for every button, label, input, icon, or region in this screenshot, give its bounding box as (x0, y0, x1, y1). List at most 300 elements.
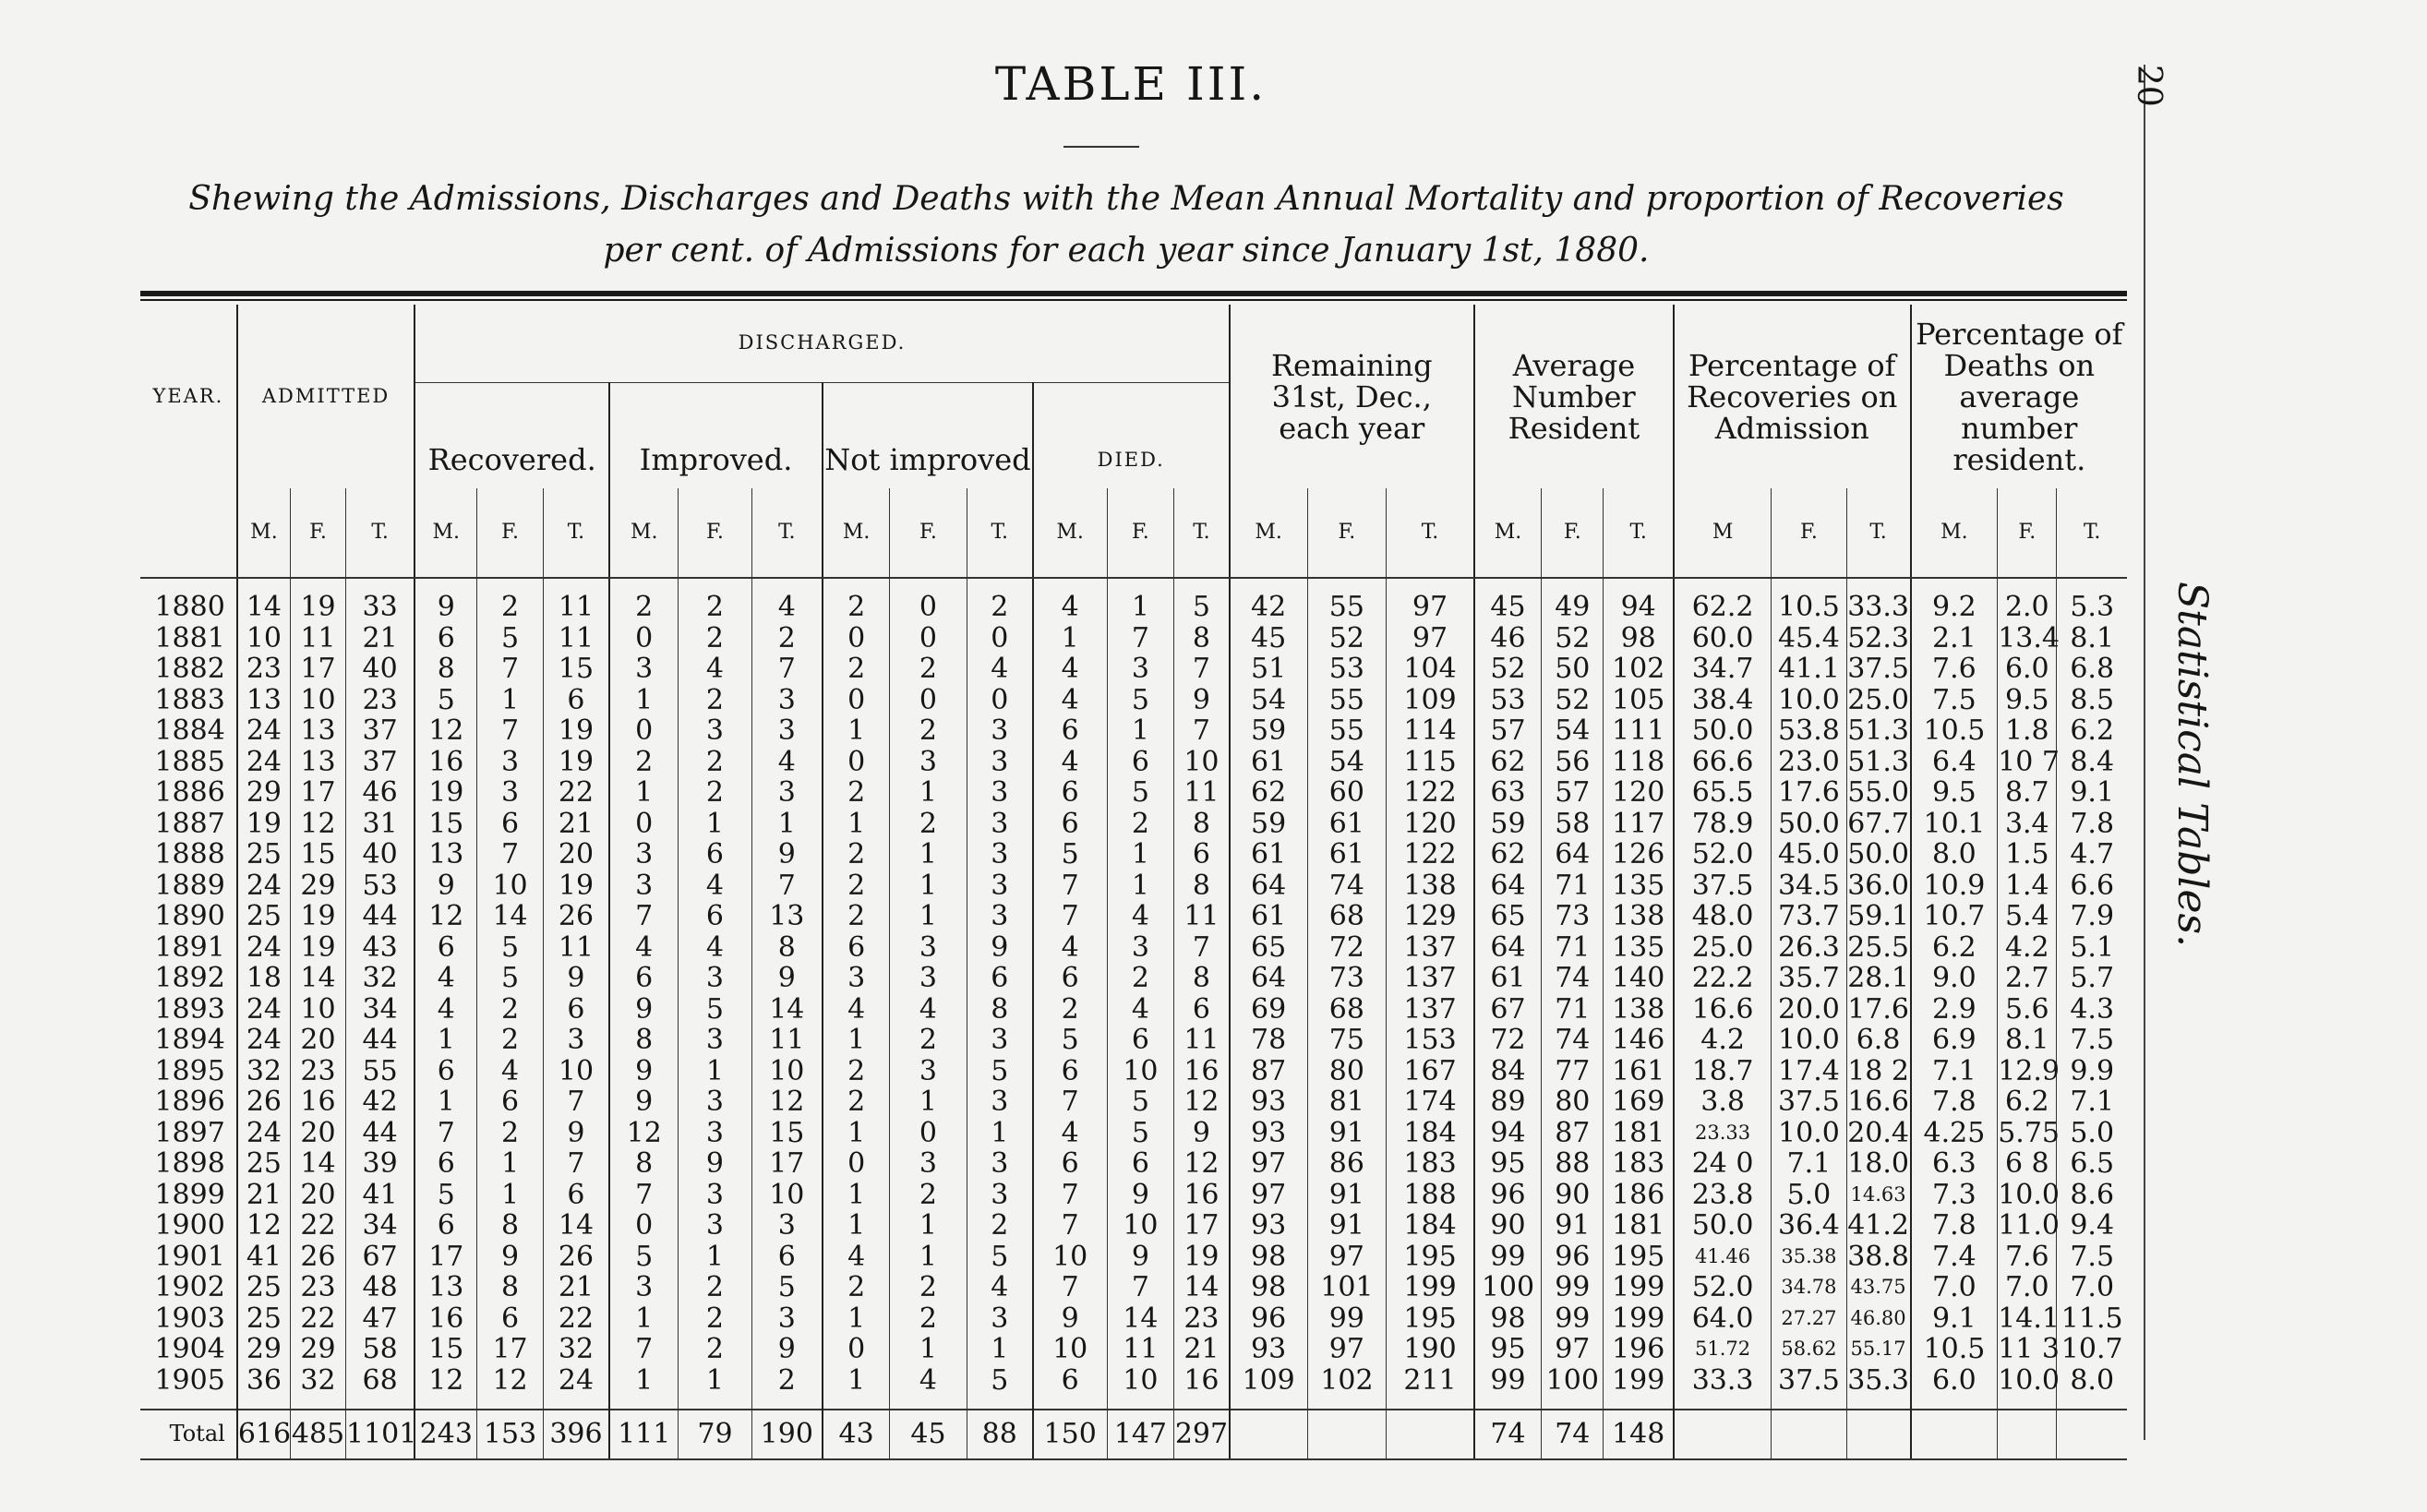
value-cell (1998, 1410, 2057, 1459)
value-cell: 12 (415, 715, 476, 747)
value-cell: 148 (1604, 1410, 1674, 1459)
value-cell: 17 (1174, 1210, 1230, 1242)
value-cell: 45.0 (1772, 839, 1846, 870)
value-cell: 7 (1033, 1180, 1107, 1211)
value-cell: 8 (1174, 809, 1230, 840)
value-cell: 6 (1107, 1025, 1174, 1056)
value-cell: 37 (345, 747, 415, 778)
subheader-f: F. (1542, 488, 1604, 578)
value-cell: 65 (1230, 932, 1307, 964)
value-cell: 34.78 (1772, 1272, 1846, 1303)
value-cell: 65.5 (1674, 777, 1772, 809)
value-cell: 10 (1107, 1365, 1174, 1410)
value-cell: 16 (415, 1303, 476, 1335)
value-cell: 7 (1033, 1272, 1107, 1303)
value-cell: 183 (1604, 1148, 1674, 1180)
value-cell: 4 (679, 654, 751, 685)
value-cell: 5.4 (1998, 901, 2057, 932)
value-cell: 51.3 (1847, 714, 1909, 747)
value-cell: 3 (679, 1086, 751, 1118)
value-cell: 89 (1474, 1086, 1542, 1118)
value-cell: 4 (751, 747, 823, 778)
value-cell: 94 (1604, 578, 1674, 623)
value-cell: 6 (1033, 777, 1107, 809)
table-row (140, 747, 2127, 778)
value-cell: 34 (345, 994, 415, 1026)
value-cell: 12 (1174, 1086, 1230, 1118)
value-cell: 13 (291, 715, 346, 747)
value-cell: 4 (679, 870, 751, 902)
header-pct-recoveries: Percentage of Recoveries on Admission (1674, 305, 1911, 488)
table-row (140, 1242, 2127, 1273)
value-cell: 117 (1604, 809, 1674, 840)
value-cell: 3 (477, 777, 544, 809)
value-cell: 3 (890, 747, 967, 778)
value-cell: 41.46 (1674, 1242, 1772, 1273)
value-cell: 2 (890, 809, 967, 840)
value-cell: 14.1 (1998, 1302, 2061, 1335)
value-cell: 1 (751, 809, 823, 840)
value-cell (2057, 1410, 2127, 1459)
value-cell: 4 (967, 1272, 1033, 1303)
value-cell: 59 (1230, 715, 1307, 747)
value-cell: 11 (1174, 777, 1230, 809)
value-cell: 98 (1230, 1242, 1307, 1273)
value-cell: 129 (1387, 901, 1474, 932)
value-cell: 74 (1307, 870, 1387, 902)
value-cell: 5 (609, 1242, 679, 1273)
value-cell: 137 (1387, 994, 1474, 1026)
value-cell: 15 (415, 809, 476, 840)
value-cell: 49 (1542, 578, 1604, 623)
value-cell: 7 (415, 1118, 476, 1149)
value-cell: 7 (1107, 623, 1174, 654)
value-cell: 12.9 (1998, 1054, 2061, 1087)
year-cell: 1901 (154, 1240, 225, 1273)
value-cell: 6.8 (1846, 1025, 1911, 1056)
value-cell: 4.25 (1911, 1118, 1998, 1149)
subheader-f: F. (679, 488, 751, 578)
year-cell: 1885 (154, 745, 225, 778)
value-cell: 9 (751, 963, 823, 994)
value-cell: 13 (415, 839, 476, 870)
value-cell: 1 (823, 1025, 890, 1056)
value-cell: 74 (1542, 963, 1604, 994)
value-cell: 137 (1387, 963, 1474, 994)
year-cell: 1904 (154, 1333, 225, 1365)
value-cell: 5 (967, 1242, 1033, 1273)
year-cell: 1905 (154, 1363, 225, 1397)
value-cell: 122 (1387, 839, 1474, 870)
value-cell: 48.0 (1674, 901, 1772, 932)
value-cell: 37.5 (1772, 1365, 1846, 1410)
value-cell: 6 (751, 1242, 823, 1273)
value-cell: 3 (477, 747, 544, 778)
value-cell: 7.9 (2057, 901, 2127, 932)
value-cell: 2.0 (1998, 578, 2057, 623)
value-cell: 52 (1307, 623, 1387, 654)
value-cell: 1 (967, 1118, 1033, 1149)
value-cell: 4 (1033, 578, 1107, 623)
value-cell: 3 (609, 839, 679, 870)
value-cell: 115 (1387, 747, 1474, 778)
table-row (140, 839, 2127, 870)
value-cell: 8 (1174, 623, 1230, 654)
value-cell: 147 (1107, 1410, 1174, 1459)
value-cell: 7 (543, 1086, 609, 1118)
value-cell: 22 (291, 1303, 346, 1335)
value-cell: 46 (345, 777, 415, 809)
value-cell: 6 (1107, 747, 1174, 778)
value-cell: 8 (751, 932, 823, 964)
year-cell: 1903 (154, 1302, 225, 1335)
value-cell: 18.7 (1674, 1056, 1772, 1087)
value-cell: 34.7 (1674, 654, 1772, 685)
value-cell: 2 (890, 1272, 967, 1303)
value-cell: 42 (345, 1086, 415, 1118)
value-cell (1230, 1410, 1307, 1459)
value-cell: 14 (543, 1210, 609, 1242)
year-cell: 1891 (154, 930, 225, 964)
table-title: TABLE III. (994, 57, 1268, 111)
value-cell: 61 (1307, 839, 1387, 870)
value-cell: 2 (823, 1086, 890, 1118)
value-cell: 5 (1107, 685, 1174, 716)
value-cell: 10 (751, 1180, 823, 1211)
value-cell: 211 (1387, 1365, 1474, 1410)
value-cell: 174 (1387, 1086, 1474, 1118)
value-cell: 58 (1542, 809, 1604, 840)
value-cell: 45 (1474, 578, 1542, 623)
value-cell: 1.8 (1998, 715, 2057, 747)
table-row (140, 870, 2127, 902)
year-cell: 1896 (154, 1086, 225, 1118)
value-cell: 9.5 (1998, 685, 2057, 716)
value-cell: 93 (1230, 1118, 1307, 1149)
value-cell: 51 (1230, 654, 1307, 685)
year-cell: 1892 (154, 962, 225, 994)
value-cell: 0 (609, 623, 679, 654)
value-cell: 5.0 (1772, 1180, 1846, 1211)
value-cell: 47 (345, 1303, 415, 1335)
value-cell: 29 (237, 777, 291, 809)
subheader-m: M. (237, 488, 291, 578)
value-cell: 20 (543, 839, 609, 870)
value-cell: 1 (890, 1242, 967, 1273)
value-cell: 17 (477, 1334, 544, 1365)
value-cell: 105 (1604, 685, 1674, 716)
value-cell: 7 (751, 870, 823, 902)
value-cell: 7 (1033, 1210, 1107, 1242)
value-cell: 86 (1307, 1148, 1387, 1180)
subheader-t: T. (543, 488, 609, 578)
right-margin-rule (2144, 65, 2145, 1440)
table-row (140, 963, 2127, 994)
value-cell: 44 (345, 1118, 415, 1149)
value-cell: 138 (1604, 901, 1674, 932)
value-cell: 4 (1033, 747, 1107, 778)
year-cell: 1894 (154, 1024, 225, 1056)
subheader-t: T. (1846, 488, 1911, 578)
value-cell: 0 (823, 623, 890, 654)
value-cell: 93 (1230, 1086, 1307, 1118)
value-cell: 19 (237, 809, 291, 840)
value-cell: 181 (1604, 1210, 1674, 1242)
value-cell: 4.2 (1998, 932, 2057, 964)
total-row (140, 1410, 2127, 1459)
value-cell: 44 (345, 901, 415, 932)
value-cell: 114 (1387, 715, 1474, 747)
value-cell: 14.63 (1846, 1180, 1911, 1211)
value-cell: 0 (609, 715, 679, 747)
value-cell: 7 (477, 715, 544, 747)
header-average-resident: Average Number Resident (1474, 305, 1674, 488)
subheader-m: M. (1911, 488, 1998, 578)
value-cell: 4 (415, 994, 476, 1026)
header-rule-thin (140, 299, 2127, 301)
value-cell: 2 (967, 578, 1033, 623)
value-cell: 99 (1542, 1272, 1604, 1303)
value-cell: 87 (1230, 1056, 1307, 1087)
value-cell: 5 (1107, 1118, 1174, 1149)
value-cell: 50.0 (1772, 809, 1846, 840)
subheader-t: T. (345, 488, 415, 578)
header-blank (140, 488, 237, 578)
value-cell: 137 (1387, 932, 1474, 964)
value-cell: 8.6 (2057, 1180, 2127, 1211)
value-cell: 2 (751, 1365, 823, 1410)
value-cell: 17 (415, 1242, 476, 1273)
value-cell: 91 (1307, 1118, 1387, 1149)
page-number: 20 (2130, 65, 2168, 107)
value-cell: 12 (609, 1118, 679, 1149)
value-cell: 1 (1107, 715, 1174, 747)
value-cell: 1 (415, 1086, 476, 1118)
value-cell: 6.6 (2057, 870, 2127, 902)
value-cell: 3 (890, 963, 967, 994)
value-cell: 55.0 (1847, 776, 1909, 809)
value-cell: 8.0 (2057, 1365, 2127, 1410)
value-cell: 7.8 (2057, 809, 2127, 840)
subheader-f: F. (1107, 488, 1174, 578)
value-cell: 41.1 (1772, 654, 1846, 685)
value-cell: 4 (967, 654, 1033, 685)
value-cell: 9 (1107, 1180, 1174, 1211)
value-cell: 2 (823, 839, 890, 870)
value-cell: 120 (1604, 777, 1674, 809)
value-cell: 25 (237, 1303, 291, 1335)
value-cell: 25 (237, 839, 291, 870)
value-cell: 53 (1474, 685, 1542, 716)
value-cell: 18.0 (1847, 1147, 1909, 1180)
value-cell: 10 (1033, 1334, 1107, 1365)
value-cell: 42 (1230, 578, 1307, 623)
value-cell: 22.2 (1674, 963, 1772, 994)
value-cell: 2 (823, 1272, 890, 1303)
value-cell: 19 (415, 777, 476, 809)
table-row (140, 1148, 2127, 1180)
value-cell: 1 (679, 1056, 751, 1087)
subheader-m: M. (1474, 488, 1542, 578)
value-cell: 6 (415, 1056, 476, 1087)
value-cell: 10.0 (1998, 1365, 2057, 1410)
value-cell: 6 (1033, 1148, 1107, 1180)
value-cell: 3 (967, 1180, 1033, 1211)
value-cell: 12 (237, 1210, 291, 1242)
value-cell: 50.0 (1674, 715, 1772, 747)
value-cell: 7.5 (2057, 1242, 2127, 1273)
year-cell: 1887 (154, 807, 225, 840)
value-cell: 9 (415, 578, 476, 623)
value-cell: 34 (345, 1210, 415, 1242)
value-cell: 98 (1230, 1272, 1307, 1303)
value-cell: 7 (751, 654, 823, 685)
value-cell: 101 (1307, 1272, 1387, 1303)
value-cell: 7 (1033, 870, 1107, 902)
value-cell: 91 (1307, 1180, 1387, 1211)
value-cell: 10 (1107, 1056, 1174, 1087)
value-cell: 90 (1542, 1180, 1604, 1211)
value-cell: 9 (543, 1118, 609, 1149)
value-cell: 183 (1387, 1148, 1474, 1180)
value-cell: 46 (1474, 623, 1542, 654)
value-cell: 35.7 (1772, 963, 1846, 994)
value-cell: 153 (1387, 1025, 1474, 1056)
value-cell: 66.6 (1674, 747, 1772, 778)
value-cell: 3 (967, 839, 1033, 870)
value-cell: 10 (477, 870, 544, 902)
year-cell: 1898 (154, 1147, 225, 1180)
value-cell: 16.6 (1847, 1086, 1909, 1118)
value-cell: 87 (1542, 1118, 1604, 1149)
value-cell: 24 (237, 994, 291, 1026)
value-cell: 9 (415, 870, 476, 902)
value-cell: 9.5 (1911, 777, 1998, 809)
value-cell: 1 (823, 1365, 890, 1410)
value-cell: 61 (1307, 809, 1387, 840)
value-cell: 17 (291, 654, 346, 685)
value-cell: 21 (543, 1272, 609, 1303)
value-cell: 75 (1307, 1025, 1387, 1056)
value-cell: 6 (1107, 1148, 1174, 1180)
value-cell: 2.7 (1998, 963, 2057, 994)
table-row (140, 901, 2127, 932)
value-cell: 102 (1604, 654, 1674, 685)
value-cell: 7 (1174, 654, 1230, 685)
value-cell: 6.4 (1911, 747, 1998, 778)
value-cell: 5.6 (1998, 994, 2057, 1026)
value-cell: 1 (1107, 839, 1174, 870)
value-cell: 2 (823, 901, 890, 932)
value-cell: 5 (967, 1365, 1033, 1410)
value-cell: 2.9 (1911, 994, 1998, 1026)
value-cell: 153 (477, 1410, 544, 1459)
value-cell: 1 (609, 1303, 679, 1335)
value-cell: 59 (1230, 809, 1307, 840)
value-cell: 4.2 (1674, 1025, 1772, 1056)
value-cell: 60.0 (1674, 623, 1772, 654)
value-cell: 138 (1387, 870, 1474, 902)
value-cell: 57 (1542, 777, 1604, 809)
table-row (140, 578, 2127, 623)
value-cell: 3 (967, 715, 1033, 747)
value-cell: 20.4 (1847, 1116, 1909, 1149)
value-cell: 59 (1474, 809, 1542, 840)
value-cell: 3 (890, 1056, 967, 1087)
value-cell: 26.3 (1772, 932, 1846, 964)
value-cell: 97 (1542, 1334, 1604, 1365)
value-cell: 9 (477, 1242, 544, 1273)
value-cell: 2 (679, 578, 751, 623)
value-cell: 10 (237, 623, 291, 654)
value-cell: 10.5 (1772, 578, 1846, 623)
value-cell: 195 (1604, 1242, 1674, 1273)
value-cell: 11 (1107, 1334, 1174, 1365)
value-cell: 3 (679, 715, 751, 747)
value-cell: 5.7 (2057, 963, 2127, 994)
statistics-table (140, 305, 2127, 1460)
value-cell: 2 (609, 578, 679, 623)
value-cell: 24 (237, 1118, 291, 1149)
value-cell: 77 (1542, 1056, 1604, 1087)
year-cell: 1890 (154, 900, 225, 932)
value-cell: 8 (1174, 963, 1230, 994)
value-cell: 16 (1174, 1056, 1230, 1087)
value-cell: 99 (1307, 1303, 1387, 1335)
value-cell: 26 (291, 1242, 346, 1273)
value-cell: 1.5 (1998, 839, 2057, 870)
value-cell: 2 (477, 578, 544, 623)
value-cell: 13.4 (1998, 621, 2061, 654)
value-cell: 0 (890, 1118, 967, 1149)
value-cell: 9 (609, 1086, 679, 1118)
value-cell: 97 (1307, 1334, 1387, 1365)
value-cell: 0 (823, 1148, 890, 1180)
mft-header-row (140, 488, 2127, 578)
value-cell: 1.4 (1998, 870, 2057, 902)
value-cell: 41.2 (1847, 1209, 1909, 1242)
value-cell: 39 (345, 1148, 415, 1180)
value-cell: 7.6 (1998, 1242, 2057, 1273)
value-cell: 10.7 (1911, 901, 1998, 932)
value-cell: 12 (291, 809, 346, 840)
value-cell: 17.4 (1772, 1056, 1846, 1087)
value-cell: 7.1 (1772, 1148, 1846, 1180)
value-cell: 25.5 (1847, 930, 1909, 964)
value-cell: 6.0 (1911, 1365, 1998, 1410)
value-cell: 45.4 (1772, 623, 1846, 654)
value-cell: 4 (1107, 994, 1174, 1026)
value-cell: 64 (1474, 932, 1542, 964)
value-cell: 6 (1033, 1056, 1107, 1087)
value-cell: 69 (1230, 994, 1307, 1026)
value-cell: 6 (679, 839, 751, 870)
value-cell: 23 (291, 1272, 346, 1303)
value-cell: 2 (609, 747, 679, 778)
value-cell: 14 (477, 901, 544, 932)
value-cell: 25 (237, 1272, 291, 1303)
value-cell: 297 (1174, 1410, 1230, 1459)
value-cell: 1 (967, 1334, 1033, 1365)
value-cell: 50.0 (1674, 1210, 1772, 1242)
value-cell: 25.0 (1674, 932, 1772, 964)
value-cell: 53 (345, 870, 415, 902)
value-cell: 3 (609, 654, 679, 685)
subtitle-line-1: Shewing the Admissions, Discharges and Deaths with the Mean Annual Mortality and proportion of Recoveries (188, 180, 2064, 218)
value-cell: 8.4 (2057, 747, 2127, 778)
value-cell: 196 (1604, 1334, 1674, 1365)
value-cell: 67 (345, 1242, 415, 1273)
